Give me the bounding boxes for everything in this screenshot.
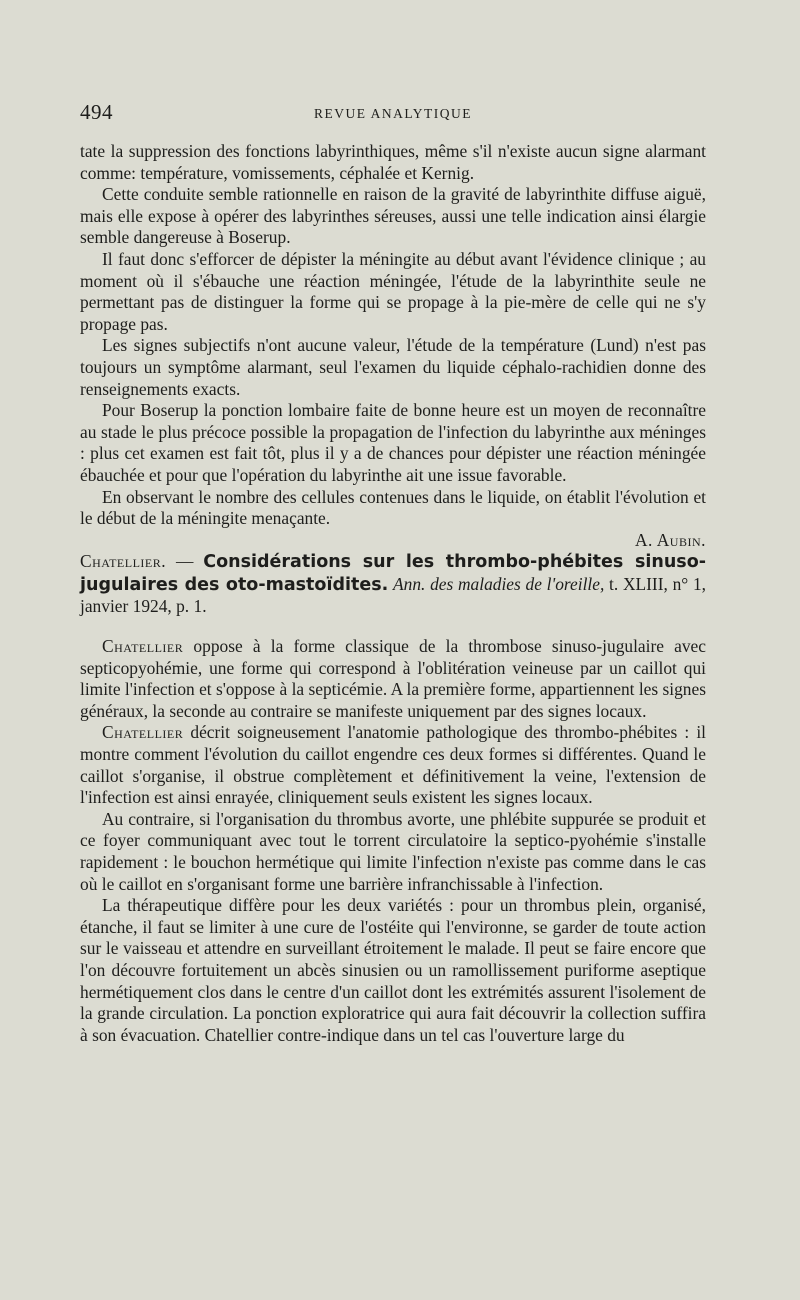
entry-title: Considérations sur les thrombo-phébites sinuso-jugulaires des oto-mastoïdites. (80, 552, 706, 595)
page-header (80, 100, 706, 128)
author-name: Chatellier (102, 722, 184, 743)
running-title: REVUE ANALYTIQUE (313, 106, 472, 121)
paragraph: Pour Boserup la ponction lombaire faite de bonne heure est un moyen de reconnaître au stade le plus précoce possible la propagation de l'infection du labyrinthe aux méninges : plus cet examen est fait tôt, plus il y a de chances pour dépister une réaction méningée ébauchée et pour que l'opération du labyrinthe ait une issue favorable. (80, 400, 706, 485)
paragraph (80, 722, 706, 808)
paragraph: tate la suppression des fonctions labyrinthiques, même s'il n'existe aucun signe alarmant comme: température, vomissements, céphalée et Kernig. (80, 141, 706, 183)
review-aubin (80, 141, 706, 551)
entry-author: Chatellier. (80, 551, 167, 572)
review-chatellier (80, 551, 706, 1046)
body-text (80, 141, 706, 1046)
entry-journal: Ann. des maladies de l'oreille, (393, 573, 605, 594)
author-name: Chatellier (102, 636, 184, 657)
paragraph (80, 636, 706, 722)
reviewer-signature: A. Aubin. (634, 529, 706, 550)
abstract (80, 636, 706, 1046)
page-number: 494 (80, 100, 113, 124)
paragraph: La thérapeutique diffère pour les deux variétés : pour un thrombus plein, organisé, étanche, il faut se limiter à une cure de l'ostéite qui l'environne, se garder de toute action sur le vaisseau et attendre en surveillant étroitement le malade. Il peut se faire encore que l'on découvre fortuitement un abcès sinusien ou un ramollissement puriforme aseptique hermétiquement clos dans le centre d'un caillot dont les extrémités assurent l'isolement de la grande circulation. La ponction exploratrice qui aura fait découvrir la collection suffira à son évacuation. Chatellier contre-indique dans un tel cas l'ouverture large du (80, 895, 706, 1045)
paragraph: En observant le nombre des cellules contenues dans le liquide, on établit l'évolution et le début de la méningite menaçante. (80, 486, 706, 529)
paragraph: Cette conduite semble rationnelle en raison de la gravité de labyrinthite diffuse aiguë, mais elle expose à opérer des labyrinthes séreuses, aussi une telle indication ainsi élargie semble dangereuse à Boserup. (80, 184, 706, 248)
bibliographic-entry (80, 551, 706, 618)
paragraph-text: oppose à la forme classique de la thrombose sinuso-jugulaire avec septicopyohémie, une forme qui correspond à l'oblitération veineuse par un caillot qui limite l'infection et s'oppose à la septicémie. A la première forme, appartiennent les signes généraux, la seconde au contraire se manifeste uniquement par des signes locaux. (80, 636, 706, 721)
paragraph: Les signes subjectifs n'ont aucune valeur, l'étude de la température (Lund) n'est pas toujours un symptôme alarmant, seul l'examen du liquide céphalo-rachidien donne des renseignements exacts. (80, 335, 706, 399)
paragraph: Il faut donc s'efforcer de dépister la méningite au début avant l'évidence clinique ; au moment où il s'ébauche une réaction méningée, l'étude de la labyrinthite seule ne permettant pas de distinguer la forme qui se propage à la pie-mère de celle qui ne s'y propage pas. (80, 248, 706, 334)
entry-dash: — (166, 551, 204, 572)
paragraph-text: décrit soigneusement l'anatomie pathologique des thrombo-phébites : il montre comment l'évolution du caillot engendre ces deux formes si différentes. Quand le caillot s'organise, il obstrue complètement et définitivement la veine, l'extension de l'infection est ainsi enrayée, cliniquement seuls existent les signes locaux. (80, 722, 706, 808)
paragraph: Au contraire, si l'organisation du thrombus avorte, une phlébite suppurée se produit et ce foyer communiquant avec tout le torrent circulatoire la septico-pyohémie s'installe rapidement : le bouchon hermétique qui limite l'infection n'existe pas comme dans le cas où le caillot en s'organisant forme une barrière infranchissable à l'infection. (80, 808, 706, 894)
entry-reference: t. XLIII, n° 1, janvier 1924, p. 1. (80, 573, 706, 617)
